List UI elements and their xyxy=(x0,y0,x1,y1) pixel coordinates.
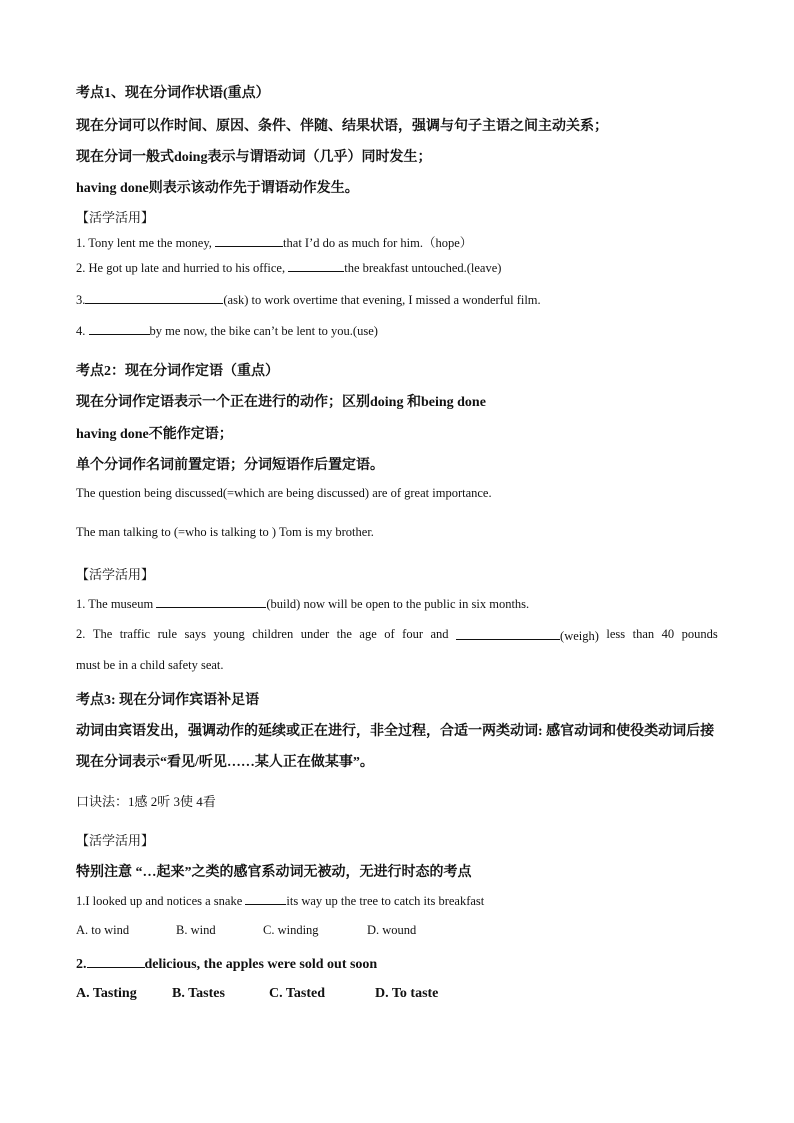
q2-option-a[interactable]: A. Tasting xyxy=(76,986,137,1001)
section3-practice-label: 【活学活用】 xyxy=(76,833,155,848)
question-text: (build) now will be open to the public in six months. xyxy=(266,597,530,611)
q2-option-c[interactable]: C. Tasted xyxy=(269,986,326,1001)
question-text: 1. Tony lent me the money, xyxy=(76,236,216,250)
question-text: the breakfast untouched.(leave) xyxy=(344,261,502,275)
section1-practice-label: 【活学活用】 xyxy=(76,210,155,225)
q1-option-c[interactable]: C. winding xyxy=(263,923,319,937)
word: less xyxy=(606,627,626,641)
section1-question-4 xyxy=(76,322,378,339)
answer-blank[interactable] xyxy=(87,955,145,968)
question-text: 4. xyxy=(76,324,89,338)
question-text: delicious, the apples were sold out soon xyxy=(144,957,378,972)
section2-question-1 xyxy=(76,595,529,612)
answer-blank[interactable] xyxy=(89,322,150,335)
section2-heading: 考点2：现在分词作定语（重点） xyxy=(76,364,279,379)
section2-example-2: The man talking to (=who is talking to ) Tom is my brother. xyxy=(76,525,374,539)
answer-blank[interactable] xyxy=(456,627,560,640)
word: four xyxy=(402,627,423,641)
question-text: 1. The museum xyxy=(76,597,157,611)
section3-note: 特别注意 “…起来”之类的感官系动词无被动，无进行时态的考点 xyxy=(76,865,472,880)
word: the xyxy=(336,627,352,641)
answer-blank[interactable] xyxy=(215,234,283,247)
question-text: 2. xyxy=(76,957,87,972)
section2-rule-2: having done不能作定语； xyxy=(76,427,233,442)
word: 40 xyxy=(661,627,675,641)
word: says xyxy=(184,627,207,641)
section3-rule-2: 现在分词表示“看见/听见……某人正在做某事”。 xyxy=(76,755,374,770)
section1-question-1 xyxy=(76,233,472,251)
word: The xyxy=(92,627,113,641)
word: age xyxy=(359,627,377,641)
question-text: 1.I looked up and notices a snake xyxy=(76,894,246,908)
section3-rule-1: 动词由宾语发出，强调动作的延续或正在进行，非全过程，合适一两类动词: 感官动词和使役类动词后接 xyxy=(76,724,715,739)
question-text: that I’d do as much for him.（hope） xyxy=(283,236,473,250)
word: than xyxy=(632,627,655,641)
section2-example-1: The question being discussed(=which are being discussed) are of great importance. xyxy=(76,486,492,500)
section1-question-3 xyxy=(76,291,541,308)
answer-blank[interactable] xyxy=(245,892,286,905)
answer-blank[interactable] xyxy=(156,595,266,608)
answer-blank[interactable] xyxy=(288,259,344,272)
section3-question-1 xyxy=(76,892,484,909)
q1-option-a[interactable]: A. to wind xyxy=(76,923,130,937)
section2-question-2 xyxy=(76,627,718,644)
word: of xyxy=(384,627,395,641)
q2-option-b[interactable]: B. Tastes xyxy=(172,986,225,1001)
word: pounds xyxy=(681,627,718,641)
section2-rule-1: 现在分词作定语表示一个正在进行的动作；区别doing 和being done xyxy=(76,395,486,410)
section1-question-2 xyxy=(76,259,501,276)
question-text: 2. He got up late and hurried to his office, xyxy=(76,261,289,275)
section2-question-2-line-2: must be in a child safety seat. xyxy=(76,658,224,672)
word: rule xyxy=(157,627,178,641)
answer-group xyxy=(456,627,599,644)
section3-question-2 xyxy=(76,955,377,973)
q1-option-b[interactable]: B. wind xyxy=(176,923,216,937)
section3-heading: 考点3: 现在分词作宾语补足语 xyxy=(76,693,260,708)
q1-option-d[interactable]: D. wound xyxy=(367,923,417,937)
word: under xyxy=(300,627,330,641)
word: young xyxy=(213,627,245,641)
section1-heading: 考点1、现在分词作状语(重点） xyxy=(76,86,270,101)
section2-practice-label: 【活学活用】 xyxy=(76,567,155,582)
word: traffic xyxy=(119,627,151,641)
word: 2. xyxy=(76,627,86,641)
section1-rule-1: 现在分词可以作时间、原因、条件、伴随、结果状语，强调与句子主语之间主动关系； xyxy=(76,119,608,134)
section1-rule-2: 现在分词一般式doing表示与谓语动词（几乎）同时发生； xyxy=(76,150,432,165)
answer-blank[interactable] xyxy=(85,291,223,304)
question-text: 3. xyxy=(76,293,86,307)
question-text: its way up the tree to catch its breakfast xyxy=(286,894,485,908)
section2-rule-3: 单个分词作名词前置定语；分词短语作后置定语。 xyxy=(76,458,384,473)
q2-option-d[interactable]: D. To taste xyxy=(375,986,439,1001)
word: and xyxy=(430,627,449,641)
word: (weigh) xyxy=(560,629,599,643)
section1-rule-3: having done则表示该动作先于谓语动作发生。 xyxy=(76,181,359,196)
question-text: (ask) to work overtime that evening, I missed a wonderful film. xyxy=(223,293,541,307)
section3-mnemonic: 口诀法：1感 2听 3使 4看 xyxy=(76,794,216,809)
word: children xyxy=(252,627,294,641)
question-text: by me now, the bike can’t be lent to you.(use) xyxy=(149,324,378,338)
